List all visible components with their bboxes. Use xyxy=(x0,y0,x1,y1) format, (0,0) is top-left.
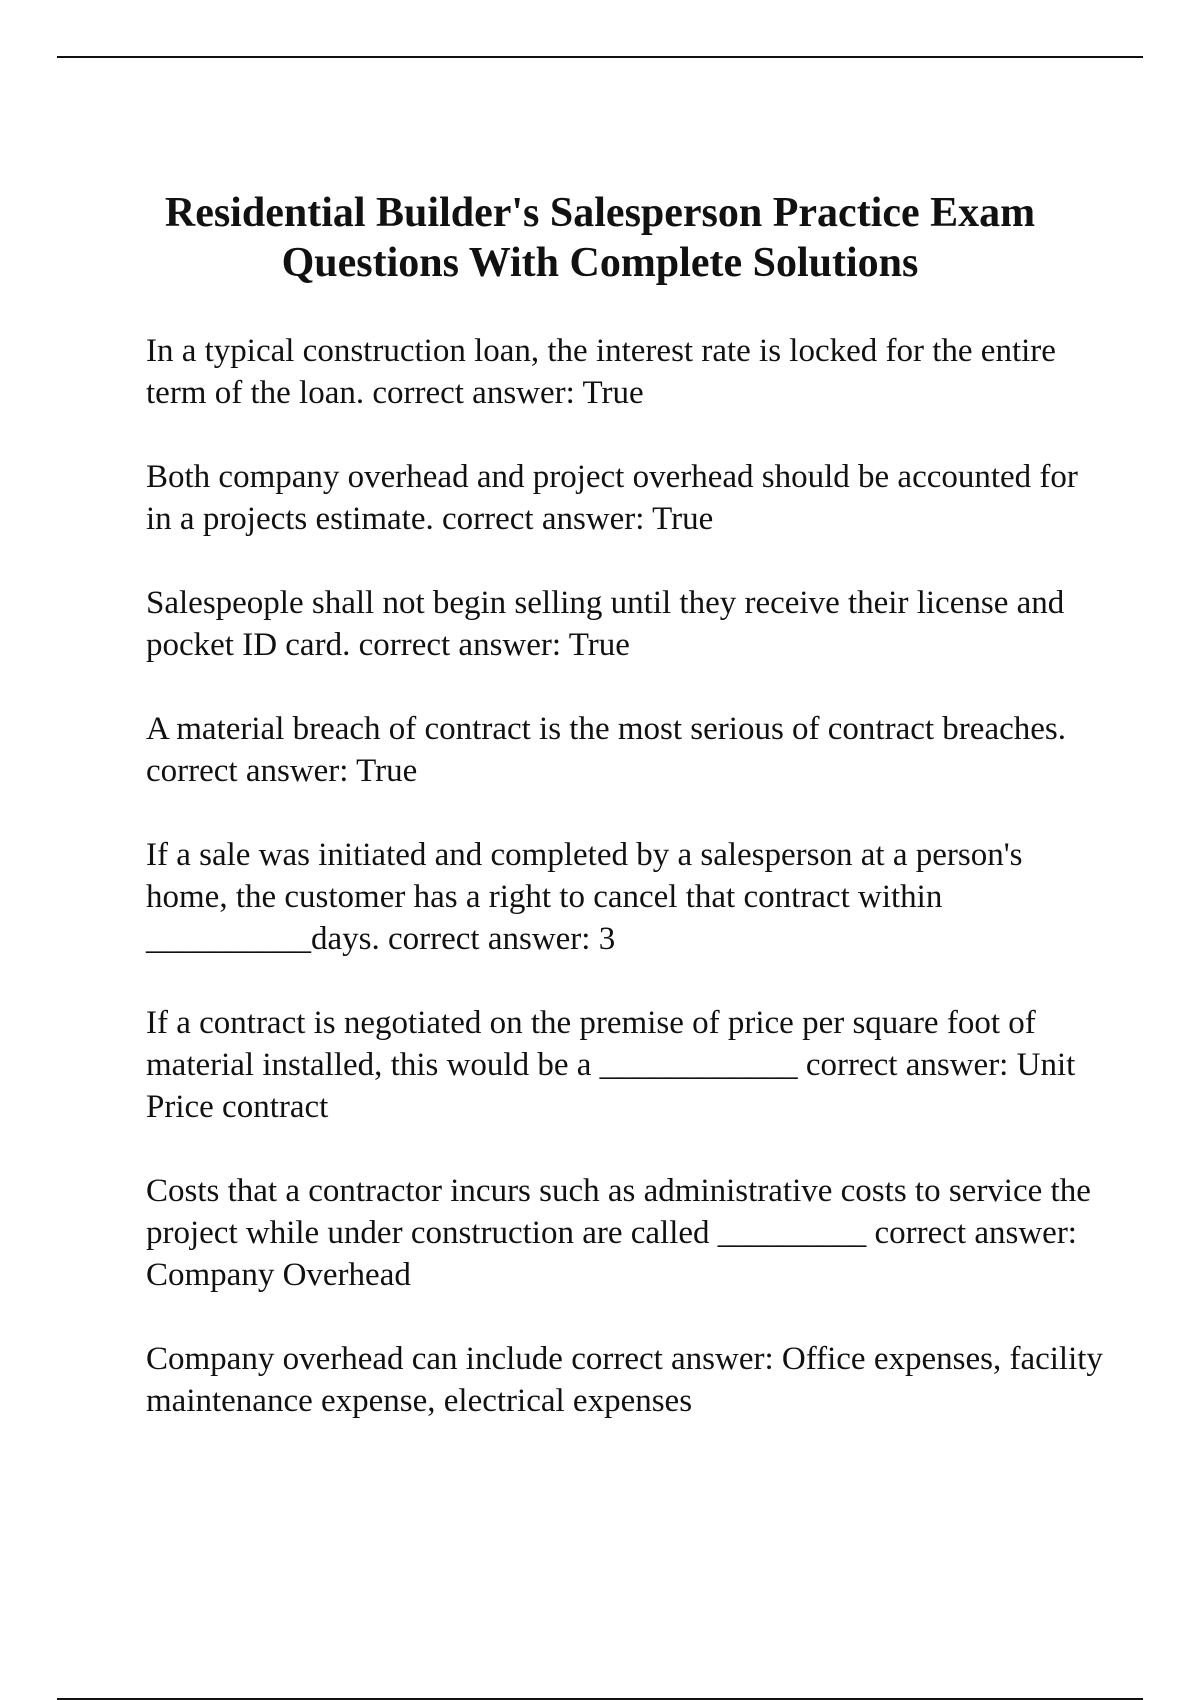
answer-text: Company Overhead xyxy=(146,1257,411,1293)
document-title xyxy=(100,188,1100,288)
question-item xyxy=(146,330,1106,414)
answer-text: True xyxy=(582,375,644,411)
answer-text: 3 xyxy=(598,921,616,957)
top-rule xyxy=(57,56,1143,58)
question-item xyxy=(146,1338,1112,1422)
question-text: Company overhead can include xyxy=(146,1341,563,1377)
question-item xyxy=(146,1170,1106,1296)
answer-prefix: correct answer: xyxy=(358,627,562,663)
question-text: Salespeople shall not begin selling until they receive their license and pocket ID card. xyxy=(146,585,1065,663)
answer-text: True xyxy=(652,501,714,537)
title-line-1: Residential Builder's Salesperson Practice Exam xyxy=(164,190,1036,236)
answer-prefix: correct answer: xyxy=(805,1047,1009,1083)
question-text: Both company overhead and project overhead should be accounted for in a projects estimate. xyxy=(146,459,1078,537)
question-text: In a typical construction loan, the interest rate is locked for the entire term of the loan. xyxy=(146,333,1056,411)
answer-text: Office expenses, facility maintenance expense, electrical expenses xyxy=(146,1341,1112,1419)
answer-text: Unit Price contract xyxy=(146,1047,1084,1125)
answer-prefix: correct answer: xyxy=(388,921,591,957)
question-item xyxy=(146,708,1106,792)
question-item xyxy=(146,1002,1106,1128)
answer-prefix: correct answer: xyxy=(442,501,645,537)
question-item xyxy=(146,582,1106,666)
answer-text: True xyxy=(568,627,630,663)
answer-text: True xyxy=(356,753,418,789)
answer-prefix: correct answer: xyxy=(571,1341,774,1377)
question-text: A material breach of contract is the most serious of contract breaches. xyxy=(146,711,1066,747)
answer-prefix: correct answer: xyxy=(146,753,349,789)
question-item xyxy=(146,456,1106,540)
question-text: If a contract is negotiated on the premise of price per square foot of material installed, this would be a ____________ xyxy=(146,1005,1036,1083)
answer-prefix: correct answer: xyxy=(874,1215,1077,1251)
title-line-2: Questions With Complete Solutions xyxy=(281,240,919,286)
question-text: If a sale was initiated and completed by a salesperson at a person's home, the customer has a right to cancel that contract within __________days. xyxy=(146,837,1023,957)
answer-prefix: correct answer: xyxy=(372,375,575,411)
question-list xyxy=(146,330,1112,1464)
question-item xyxy=(146,834,1106,960)
question-text: Costs that a contractor incurs such as administrative costs to service the project while under construction are called _________ xyxy=(146,1173,1091,1251)
